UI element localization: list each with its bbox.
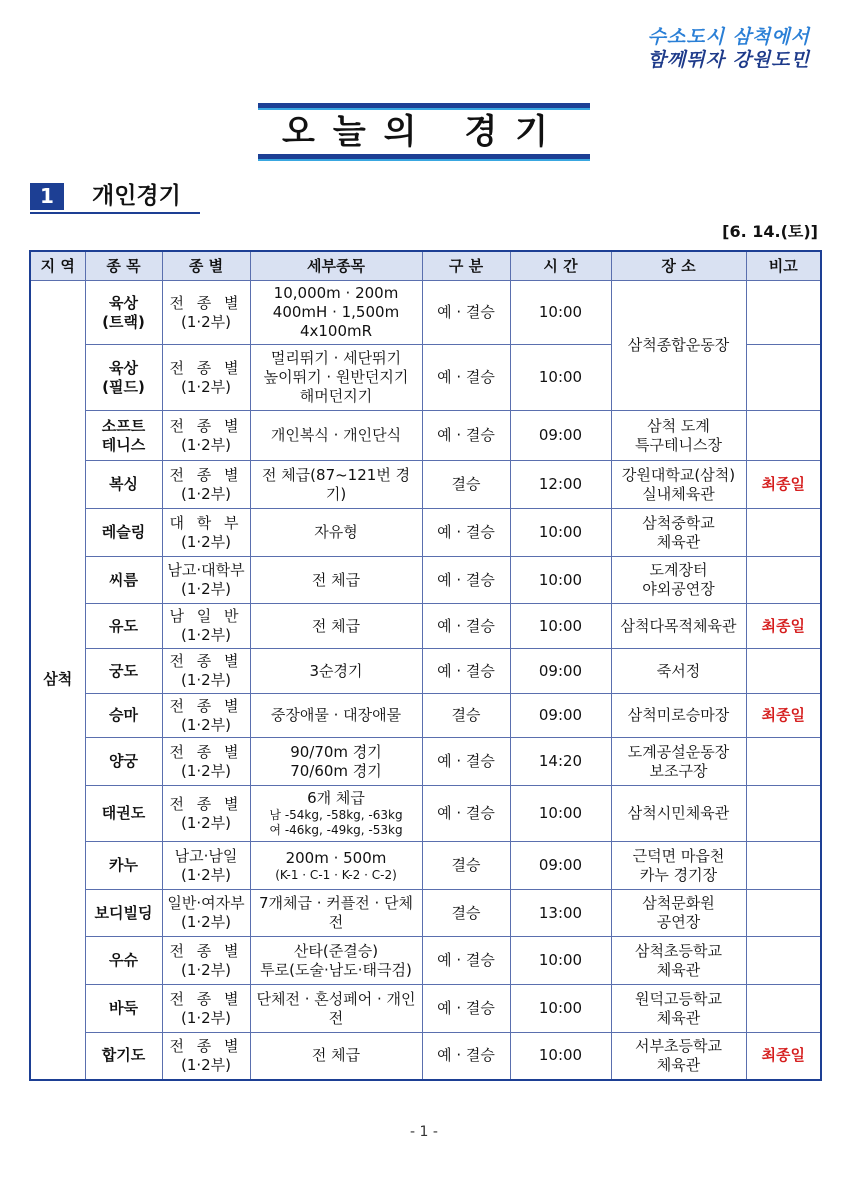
sport-cell xyxy=(85,842,162,890)
class-cell-line: (1·2부) xyxy=(180,813,232,832)
table-row xyxy=(30,604,821,649)
table-row xyxy=(30,461,821,509)
type-cell: 결승 xyxy=(422,842,510,890)
venue-cell xyxy=(611,557,746,604)
venue-cell xyxy=(611,509,746,557)
note-cell: 최종일 xyxy=(746,461,821,509)
section-heading xyxy=(30,180,200,214)
detail-cell-line: 높이뛰기 · 원반던지기 xyxy=(263,368,409,386)
header-note: 비고 xyxy=(746,251,821,281)
sport-cell xyxy=(85,738,162,786)
table-row xyxy=(30,937,821,985)
detail-cell xyxy=(250,985,422,1033)
table-row xyxy=(30,557,821,604)
venue-cell-line: 강원대학교(삼척) xyxy=(621,465,736,484)
detail-cell xyxy=(250,1033,422,1080)
class-cell-line: (1·2부) xyxy=(180,532,232,551)
sport-cell-line: 레슬링 xyxy=(101,523,146,541)
time-cell: 12:00 xyxy=(510,461,611,509)
sport-cell xyxy=(85,786,162,842)
sport-cell-line: 바둑 xyxy=(109,999,138,1017)
class-cell-line: (1·2부) xyxy=(180,671,232,689)
detail-cell-line: 10,000m · 200m xyxy=(273,284,399,302)
sport-cell-line: 합기도 xyxy=(101,1046,146,1065)
detail-cell-line: 자유형 xyxy=(314,523,358,541)
venue-cell xyxy=(611,604,746,649)
class-cell-line: (1·2부) xyxy=(180,761,232,780)
venue-cell-line: 삼척 도계 xyxy=(647,416,710,435)
note-cell: 최종일 xyxy=(746,604,821,649)
class-cell-line: (1·2부) xyxy=(180,913,232,931)
note-cell xyxy=(746,411,821,461)
class-cell-line: 전 종 별 xyxy=(169,696,243,715)
class-cell xyxy=(162,604,250,649)
table-row xyxy=(30,842,821,890)
type-cell: 예 · 결승 xyxy=(422,411,510,461)
page-title: 오늘의 경기 xyxy=(281,112,567,152)
class-cell-line: 전 종 별 xyxy=(169,465,243,484)
venue-cell xyxy=(611,649,746,694)
detail-cell-line: 70/60m 경기 xyxy=(290,761,382,780)
header-sport: 종 목 xyxy=(85,251,162,281)
class-cell xyxy=(162,694,250,738)
venue-cell xyxy=(611,937,746,985)
table-row xyxy=(30,509,821,557)
table-header-row xyxy=(30,251,821,281)
section-number: 1 xyxy=(30,183,64,210)
type-cell: 결승 xyxy=(422,694,510,738)
venue-cell-line: 체육관 xyxy=(656,960,701,979)
class-cell-line: 일반·여자부 xyxy=(167,894,245,912)
class-cell-line: 전 종 별 xyxy=(169,652,243,670)
class-cell xyxy=(162,509,250,557)
sport-cell xyxy=(85,461,162,509)
sport-cell xyxy=(85,345,162,411)
table-row xyxy=(30,1033,821,1080)
venue-cell-line: 실내체육관 xyxy=(642,484,715,503)
header-detail: 세부종목 xyxy=(250,251,422,281)
venue-cell xyxy=(611,281,746,411)
detail-cell xyxy=(250,604,422,649)
sport-cell xyxy=(85,604,162,649)
detail-cell xyxy=(250,786,422,842)
venue-cell-line: 삼척초등학교 xyxy=(635,941,722,960)
schedule-date: [6. 14.(토)] xyxy=(722,222,818,241)
detail-cell xyxy=(250,694,422,738)
type-cell: 예 · 결승 xyxy=(422,1033,510,1080)
note-cell xyxy=(746,509,821,557)
table-row xyxy=(30,738,821,786)
detail-cell-line: 중장애물 · 대장애물 xyxy=(270,706,402,724)
class-cell-line: 전 종 별 xyxy=(169,794,243,813)
class-cell xyxy=(162,985,250,1033)
type-cell: 예 · 결승 xyxy=(422,345,510,411)
sport-cell xyxy=(85,649,162,694)
time-cell: 10:00 xyxy=(510,937,611,985)
class-cell xyxy=(162,786,250,842)
sport-cell xyxy=(85,937,162,985)
type-cell: 예 · 결승 xyxy=(422,557,510,604)
venue-cell-line: 삼척문화원 xyxy=(642,894,715,912)
sport-cell-line: 카누 xyxy=(109,856,138,874)
detail-cell-line: 3순경기 xyxy=(309,661,363,680)
venue-cell-line: 체육관 xyxy=(656,1055,701,1074)
detail-cell-line: 단체전 · 혼성페어 · 개인전 xyxy=(256,989,416,1027)
time-cell: 10:00 xyxy=(510,509,611,557)
time-cell: 10:00 xyxy=(510,281,611,345)
venue-cell xyxy=(611,985,746,1033)
detail-cell-line: 전 체급 xyxy=(311,570,361,589)
header-time: 시 간 xyxy=(510,251,611,281)
class-cell-line: (1·2부) xyxy=(180,1008,232,1027)
detail-cell-line: 400mH · 1,500m xyxy=(272,303,400,321)
venue-cell-line: 체육관 xyxy=(656,532,701,551)
table-row xyxy=(30,281,821,345)
detail-cell-line: 6개 체급 xyxy=(307,789,365,807)
page-number: - 1 - xyxy=(410,1124,438,1140)
class-cell-line: 전 종 별 xyxy=(169,416,243,435)
detail-cell-line: 산타(준결승) xyxy=(293,941,379,960)
note-cell xyxy=(746,985,821,1033)
venue-cell-line: 삼척미로승마장 xyxy=(627,706,730,724)
detail-cell xyxy=(250,842,422,890)
detail-cell-line: 7개체급 · 커플전 · 단체전 xyxy=(258,894,414,931)
class-cell-line: 남고·대학부 xyxy=(167,561,245,579)
venue-cell-line: 삼척종합운동장 xyxy=(627,336,730,354)
class-cell-line: 전 종 별 xyxy=(169,742,243,761)
class-cell-line: 남 일 반 xyxy=(169,607,243,625)
class-cell xyxy=(162,461,250,509)
venue-cell-line: 삼척시민체육관 xyxy=(627,804,730,822)
venue-cell xyxy=(611,842,746,890)
venue-cell-line: 삼척중학교 xyxy=(642,513,715,532)
venue-cell-line: 특구테니스장 xyxy=(635,435,722,454)
note-cell xyxy=(746,890,821,937)
class-cell-line: (1·2부) xyxy=(180,865,232,884)
note-cell xyxy=(746,738,821,786)
note-cell xyxy=(746,842,821,890)
venue-cell-line: 근덕면 마읍천 xyxy=(632,846,725,865)
type-cell: 예 · 결승 xyxy=(422,604,510,649)
class-cell xyxy=(162,890,250,937)
detail-cell-line: 200m · 500m xyxy=(285,848,387,867)
class-cell-line: 전 종 별 xyxy=(169,1036,243,1055)
class-cell-line: (1·2부) xyxy=(180,580,232,598)
class-cell-line: (1·2부) xyxy=(180,626,232,644)
venue-cell-line: 죽서정 xyxy=(656,661,701,680)
venue-cell-line: 삼척다목적체육관 xyxy=(620,616,737,635)
sport-cell-line: 태권도 xyxy=(101,804,146,822)
detail-cell-line: 90/70m 경기 xyxy=(290,742,382,761)
sport-cell xyxy=(85,694,162,738)
slogan xyxy=(648,26,810,72)
class-cell xyxy=(162,345,250,411)
time-cell: 10:00 xyxy=(510,345,611,411)
class-cell xyxy=(162,281,250,345)
venue-cell xyxy=(611,786,746,842)
detail-cell-line: 4x100mR xyxy=(299,322,373,340)
sport-cell-line: 보디빌딩 xyxy=(94,903,153,922)
page-title-box xyxy=(258,103,590,161)
note-cell xyxy=(746,786,821,842)
venue-cell xyxy=(611,1033,746,1080)
detail-cell-line: (K-1 · C-1 · K-2 · C-2) xyxy=(275,867,397,882)
schedule-table xyxy=(29,250,822,1081)
type-cell: 결승 xyxy=(422,461,510,509)
class-cell-line: 전 종 별 xyxy=(169,941,243,960)
detail-cell-line: 여 -46kg, -49kg, -53kg xyxy=(269,823,403,837)
header-region: 지 역 xyxy=(30,251,85,281)
class-cell-line: 남고·남일 xyxy=(174,846,238,865)
sport-cell-line: (트랙) xyxy=(102,312,145,331)
note-cell: 최종일 xyxy=(746,694,821,738)
time-cell: 09:00 xyxy=(510,694,611,738)
type-cell: 예 · 결승 xyxy=(422,937,510,985)
table-row xyxy=(30,649,821,694)
detail-cell xyxy=(250,411,422,461)
sport-cell-line: (필드) xyxy=(102,377,145,396)
class-cell xyxy=(162,842,250,890)
detail-cell xyxy=(250,738,422,786)
section-name: 개인경기 xyxy=(92,183,181,209)
sport-cell xyxy=(85,557,162,604)
sport-cell-line: 씨름 xyxy=(109,570,138,589)
table-row xyxy=(30,985,821,1033)
class-cell xyxy=(162,738,250,786)
sport-cell-line: 궁도 xyxy=(109,661,138,680)
class-cell xyxy=(162,411,250,461)
note-cell xyxy=(746,649,821,694)
sport-cell xyxy=(85,890,162,937)
class-cell xyxy=(162,937,250,985)
type-cell: 예 · 결승 xyxy=(422,649,510,694)
detail-cell xyxy=(250,461,422,509)
header-venue: 장 소 xyxy=(611,251,746,281)
table-row xyxy=(30,890,821,937)
sport-cell-line: 육상 xyxy=(109,358,138,377)
class-cell-line: 전 종 별 xyxy=(169,989,243,1008)
venue-cell xyxy=(611,890,746,937)
time-cell: 09:00 xyxy=(510,411,611,461)
venue-cell xyxy=(611,411,746,461)
sport-cell-line: 유도 xyxy=(109,616,138,635)
venue-cell-line: 공연장 xyxy=(656,913,701,931)
note-cell xyxy=(746,345,821,411)
detail-cell xyxy=(250,281,422,345)
sport-cell xyxy=(85,281,162,345)
venue-cell xyxy=(611,461,746,509)
venue-cell-line: 카누 경기장 xyxy=(639,865,718,884)
type-cell: 예 · 결승 xyxy=(422,985,510,1033)
type-cell: 예 · 결승 xyxy=(422,738,510,786)
sport-cell-line: 우슈 xyxy=(109,951,138,969)
time-cell: 14:20 xyxy=(510,738,611,786)
detail-cell-line: 남 -54kg, -58kg, -63kg xyxy=(269,808,403,822)
slogan-line-2: 함께뛰자 강원도민 xyxy=(647,49,810,71)
detail-cell-line: 투로(도술·남도·태극검) xyxy=(260,960,412,979)
note-cell xyxy=(746,281,821,345)
table-row xyxy=(30,786,821,842)
sport-cell-line: 승마 xyxy=(109,706,138,724)
header-class: 종 별 xyxy=(162,251,250,281)
class-cell-line: (1·2부) xyxy=(180,960,232,979)
venue-cell-line: 체육관 xyxy=(656,1008,701,1027)
note-cell xyxy=(746,937,821,985)
detail-cell-line: 해머던지기 xyxy=(299,387,373,405)
sport-cell xyxy=(85,985,162,1033)
time-cell: 10:00 xyxy=(510,1033,611,1080)
time-cell: 10:00 xyxy=(510,604,611,649)
class-cell-line: (1·2부) xyxy=(180,312,232,331)
detail-cell xyxy=(250,345,422,411)
time-cell: 13:00 xyxy=(510,890,611,937)
detail-cell-line: 전 체급 xyxy=(311,1046,361,1065)
class-cell xyxy=(162,649,250,694)
venue-cell-line: 도계공설운동장 xyxy=(627,742,730,761)
class-cell-line: (1·2부) xyxy=(180,435,232,454)
venue-cell xyxy=(611,694,746,738)
detail-cell-line: 개인복식 · 개인단식 xyxy=(270,426,402,444)
slogan-line-1: 수소도시 삼척에서 xyxy=(647,26,810,48)
detail-cell xyxy=(250,890,422,937)
header-type: 구 분 xyxy=(422,251,510,281)
detail-cell-line: 멀리뛰기 · 세단뛰기 xyxy=(270,349,402,367)
time-cell: 10:00 xyxy=(510,786,611,842)
sport-cell-line: 테니스 xyxy=(101,435,146,454)
sport-cell-line: 복싱 xyxy=(109,475,138,493)
type-cell: 예 · 결승 xyxy=(422,786,510,842)
sport-cell xyxy=(85,411,162,461)
detail-cell-line: 전 체급 xyxy=(311,616,361,635)
class-cell xyxy=(162,557,250,604)
time-cell: 10:00 xyxy=(510,557,611,604)
sport-cell-line: 육상 xyxy=(109,293,138,312)
class-cell-line: 대 학 부 xyxy=(169,513,243,532)
table-row xyxy=(30,694,821,738)
note-cell: 최종일 xyxy=(746,1033,821,1080)
sport-cell-line: 소프트 xyxy=(101,416,146,435)
detail-cell-line: 전 체급(87~121번 경기) xyxy=(261,465,411,503)
detail-cell xyxy=(250,937,422,985)
venue-cell-line: 도계장터 xyxy=(649,561,708,579)
class-cell xyxy=(162,1033,250,1080)
venue-cell-line: 야외공연장 xyxy=(642,580,715,598)
time-cell: 09:00 xyxy=(510,649,611,694)
time-cell: 09:00 xyxy=(510,842,611,890)
detail-cell xyxy=(250,509,422,557)
region-cell: 삼척 xyxy=(30,281,85,1080)
sport-cell xyxy=(85,509,162,557)
venue-cell xyxy=(611,738,746,786)
sport-cell-line: 양궁 xyxy=(109,752,138,770)
venue-cell-line: 원덕고등학교 xyxy=(635,989,722,1008)
type-cell: 결승 xyxy=(422,890,510,937)
detail-cell xyxy=(250,557,422,604)
sport-cell xyxy=(85,1033,162,1080)
venue-cell-line: 서부초등학교 xyxy=(635,1036,722,1055)
class-cell-line: (1·2부) xyxy=(180,1055,232,1074)
class-cell-line: 전 종 별 xyxy=(169,358,243,377)
type-cell: 예 · 결승 xyxy=(422,281,510,345)
class-cell-line: (1·2부) xyxy=(180,484,232,503)
venue-cell-line: 보조구장 xyxy=(649,761,708,780)
note-cell xyxy=(746,557,821,604)
class-cell-line: (1·2부) xyxy=(180,377,232,396)
table-row xyxy=(30,411,821,461)
type-cell: 예 · 결승 xyxy=(422,509,510,557)
detail-cell xyxy=(250,649,422,694)
class-cell-line: 전 종 별 xyxy=(169,293,243,312)
class-cell-line: (1·2부) xyxy=(180,715,232,734)
time-cell: 10:00 xyxy=(510,985,611,1033)
